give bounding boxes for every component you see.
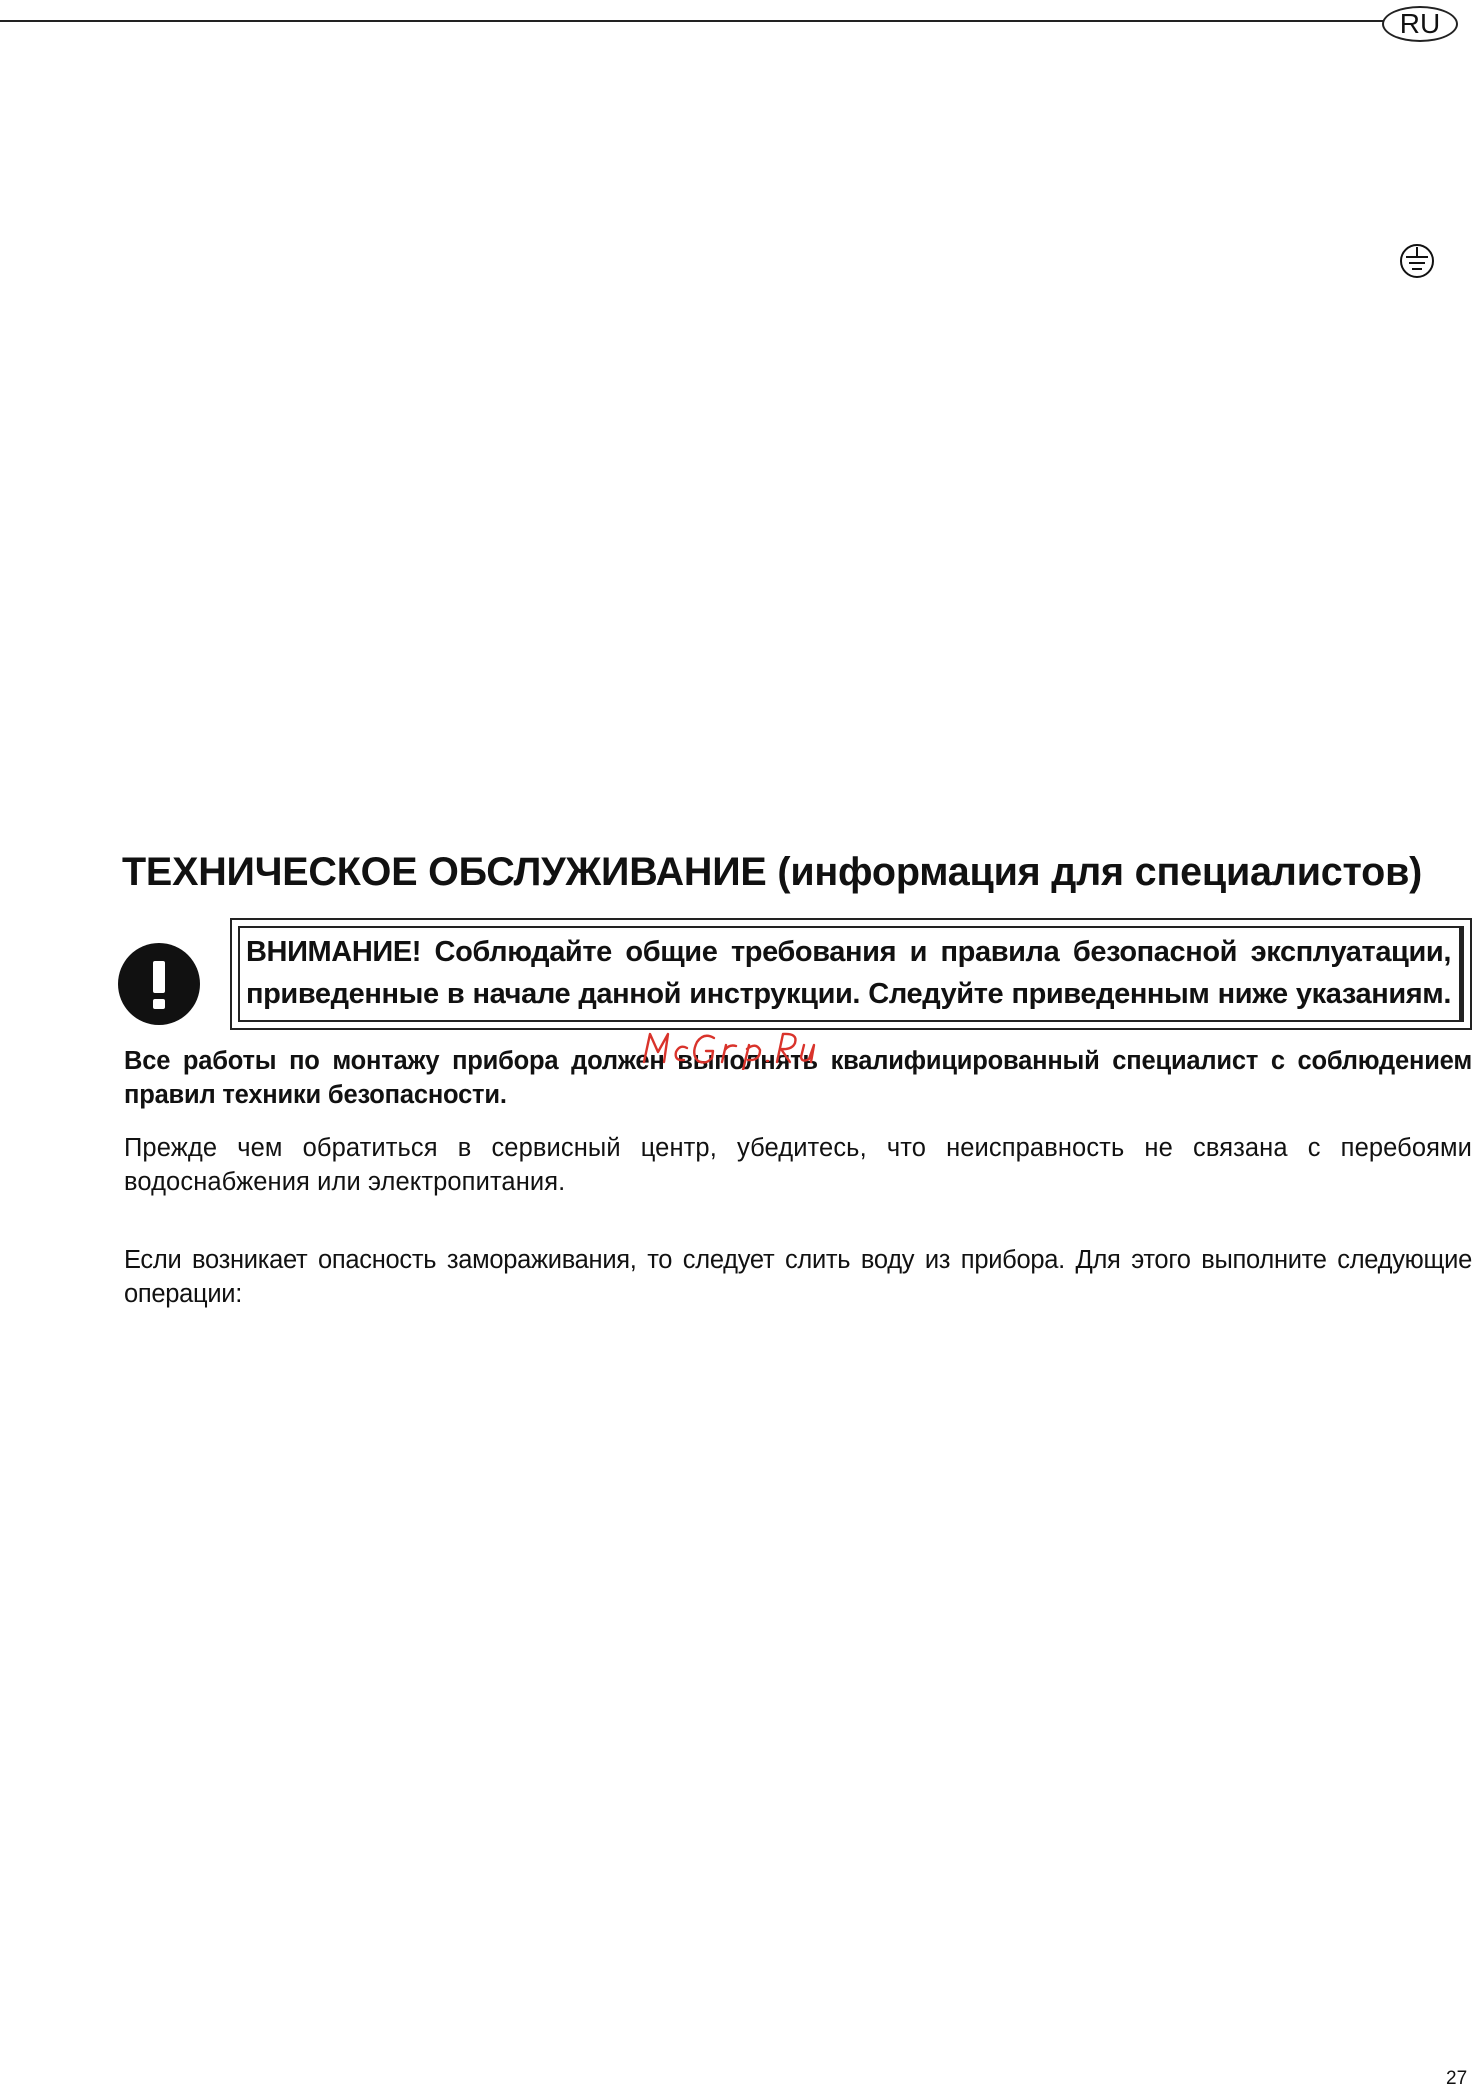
service-paragraph: Прежде чем обратиться в сервисный центр, убедитесь, что неисправность не связана с перебоями водоснабжения или электропитания. xyxy=(124,1134,1472,1196)
page-number: 27 xyxy=(1446,2068,1468,2089)
section-title-sub: (информация для специалистов) xyxy=(777,850,1423,894)
language-badge: RU xyxy=(1382,6,1458,42)
warning-box xyxy=(230,918,1472,1030)
protective-earth-icon xyxy=(1398,242,1436,280)
installer-paragraph: Все работы по монтажу прибора должен выполнять квалифицированный специалист с соблюдением правил техники безопасности. xyxy=(124,1047,1472,1109)
section-title xyxy=(122,850,1472,895)
watermark xyxy=(640,1028,850,1070)
freezing-paragraph: Если возникает опасность замораживания, то следует слить воду из прибора. Для этого выполните следующие операции: xyxy=(124,1246,1472,1308)
exclamation-icon xyxy=(118,943,200,1025)
warning-text: ВНИМАНИЕ! Соблюдайте общие требования и правила безопасной эксплуатации, приведенные в начале данной инструкции. Следуйте приведенным ниже указаниям. xyxy=(238,926,1464,1022)
header-rule xyxy=(0,20,1390,22)
section-title-main: ТЕХНИЧЕСКОЕ ОБСЛУЖИВАНИЕ xyxy=(122,850,767,894)
